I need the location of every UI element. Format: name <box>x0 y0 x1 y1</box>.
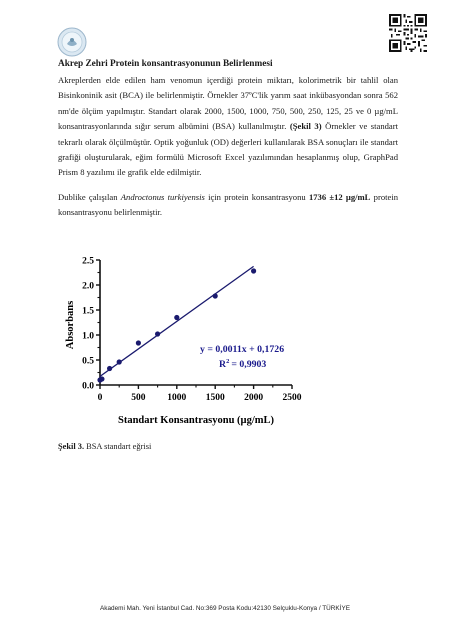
data-point <box>117 359 122 364</box>
fit-equation: y = 0,0011x + 0,1726 <box>200 344 285 355</box>
data-point <box>213 293 218 298</box>
r-squared-symbol: R <box>219 359 227 370</box>
x-axis-label: Standart Konsantrasyonu (µg/mL) <box>118 415 274 426</box>
y-tick-label: 0.0 <box>82 381 94 392</box>
university-seal-icon <box>57 27 87 57</box>
y-tick-label: 1.5 <box>82 306 94 317</box>
r-squared-annotation <box>219 358 266 370</box>
y-axis-label: Absorbans <box>65 300 76 350</box>
chart-axes <box>82 256 302 403</box>
bsa-standard-curve-chart <box>58 250 318 440</box>
r-squared-exponent: 2 <box>226 358 230 365</box>
y-tick-label: 2.0 <box>82 281 94 292</box>
data-point <box>251 268 256 273</box>
data-point <box>155 331 160 336</box>
x-tick-label: 2500 <box>282 393 302 403</box>
y-tick-label: 0.5 <box>82 356 94 367</box>
species-name: Androctonus turkiyensis <box>120 192 205 202</box>
methods-text-continued: Örnekler ve standart tekrarlı olarak ölçülmüştür. Optik yoğunluk (OD) değerleri kullanılarak BSA sonuçları ile standart grafiği oluşturularak, eğim formülü Microsoft Excel yazılımından hesaplanmış olup, GraphPad Prism 8 yazılımı ile grafik elde edilmiştir. <box>58 121 398 178</box>
result-paragraph <box>58 190 398 221</box>
page-footer-address: Akademi Mah. Yeni İstanbul Cad. No:369 Posta Kodu:42130 Selçuklu-Konya / TÜRKİYE <box>100 605 350 612</box>
data-point <box>99 376 104 381</box>
figure-caption <box>58 442 151 451</box>
y-tick-label: 1.0 <box>82 331 94 342</box>
figure-reference: (Şekil 3) <box>289 121 322 132</box>
x-tick-label: 500 <box>131 393 146 403</box>
section-title: Akrep Zehri Protein konsantrasyonunun Belirlenmesi <box>58 59 273 69</box>
methods-paragraph <box>58 73 398 181</box>
caption-label: Şekil 3. <box>58 442 85 451</box>
r-squared-value: = 0,9903 <box>231 359 267 370</box>
x-tick-label: 1500 <box>205 393 225 403</box>
qr-code-icon <box>389 14 427 52</box>
x-tick-label: 1000 <box>167 393 187 403</box>
caption-text: BSA standart eğrisi <box>86 442 152 451</box>
result-text-mid: için protein konsantrasyonu <box>208 192 306 202</box>
result-text-post: protein konsantrasyonu belirlenmiştir. <box>58 192 398 218</box>
data-point <box>136 340 141 345</box>
data-point <box>107 366 112 371</box>
methods-text: Akreplerden elde edilen ham venomun içerdiği protein miktarı, kolorimetrik bir tahlil olan Bisinkoninik asit (BCA) ile belirlenmiştir. Örnekler 37ºC'lik yarım saat inkübasyondan sonra 562 nm'de ölçüm yapılmıştır. Standart olarak 2000, 1500, 1000, 750, 500, 250, 125, 25 ve 0 µg/mL konsantrasyonlarında sığır serum albümini (BSA) kullanılmıştır. <box>58 75 398 132</box>
y-tick-label: 2.5 <box>82 256 94 267</box>
result-text-pre: Dublike çalışılan <box>58 192 118 202</box>
x-tick-label: 0 <box>97 393 103 403</box>
concentration-value: 1736 ±12 µg/mL <box>308 192 371 202</box>
data-point <box>174 315 179 320</box>
x-tick-label: 2000 <box>244 393 264 403</box>
